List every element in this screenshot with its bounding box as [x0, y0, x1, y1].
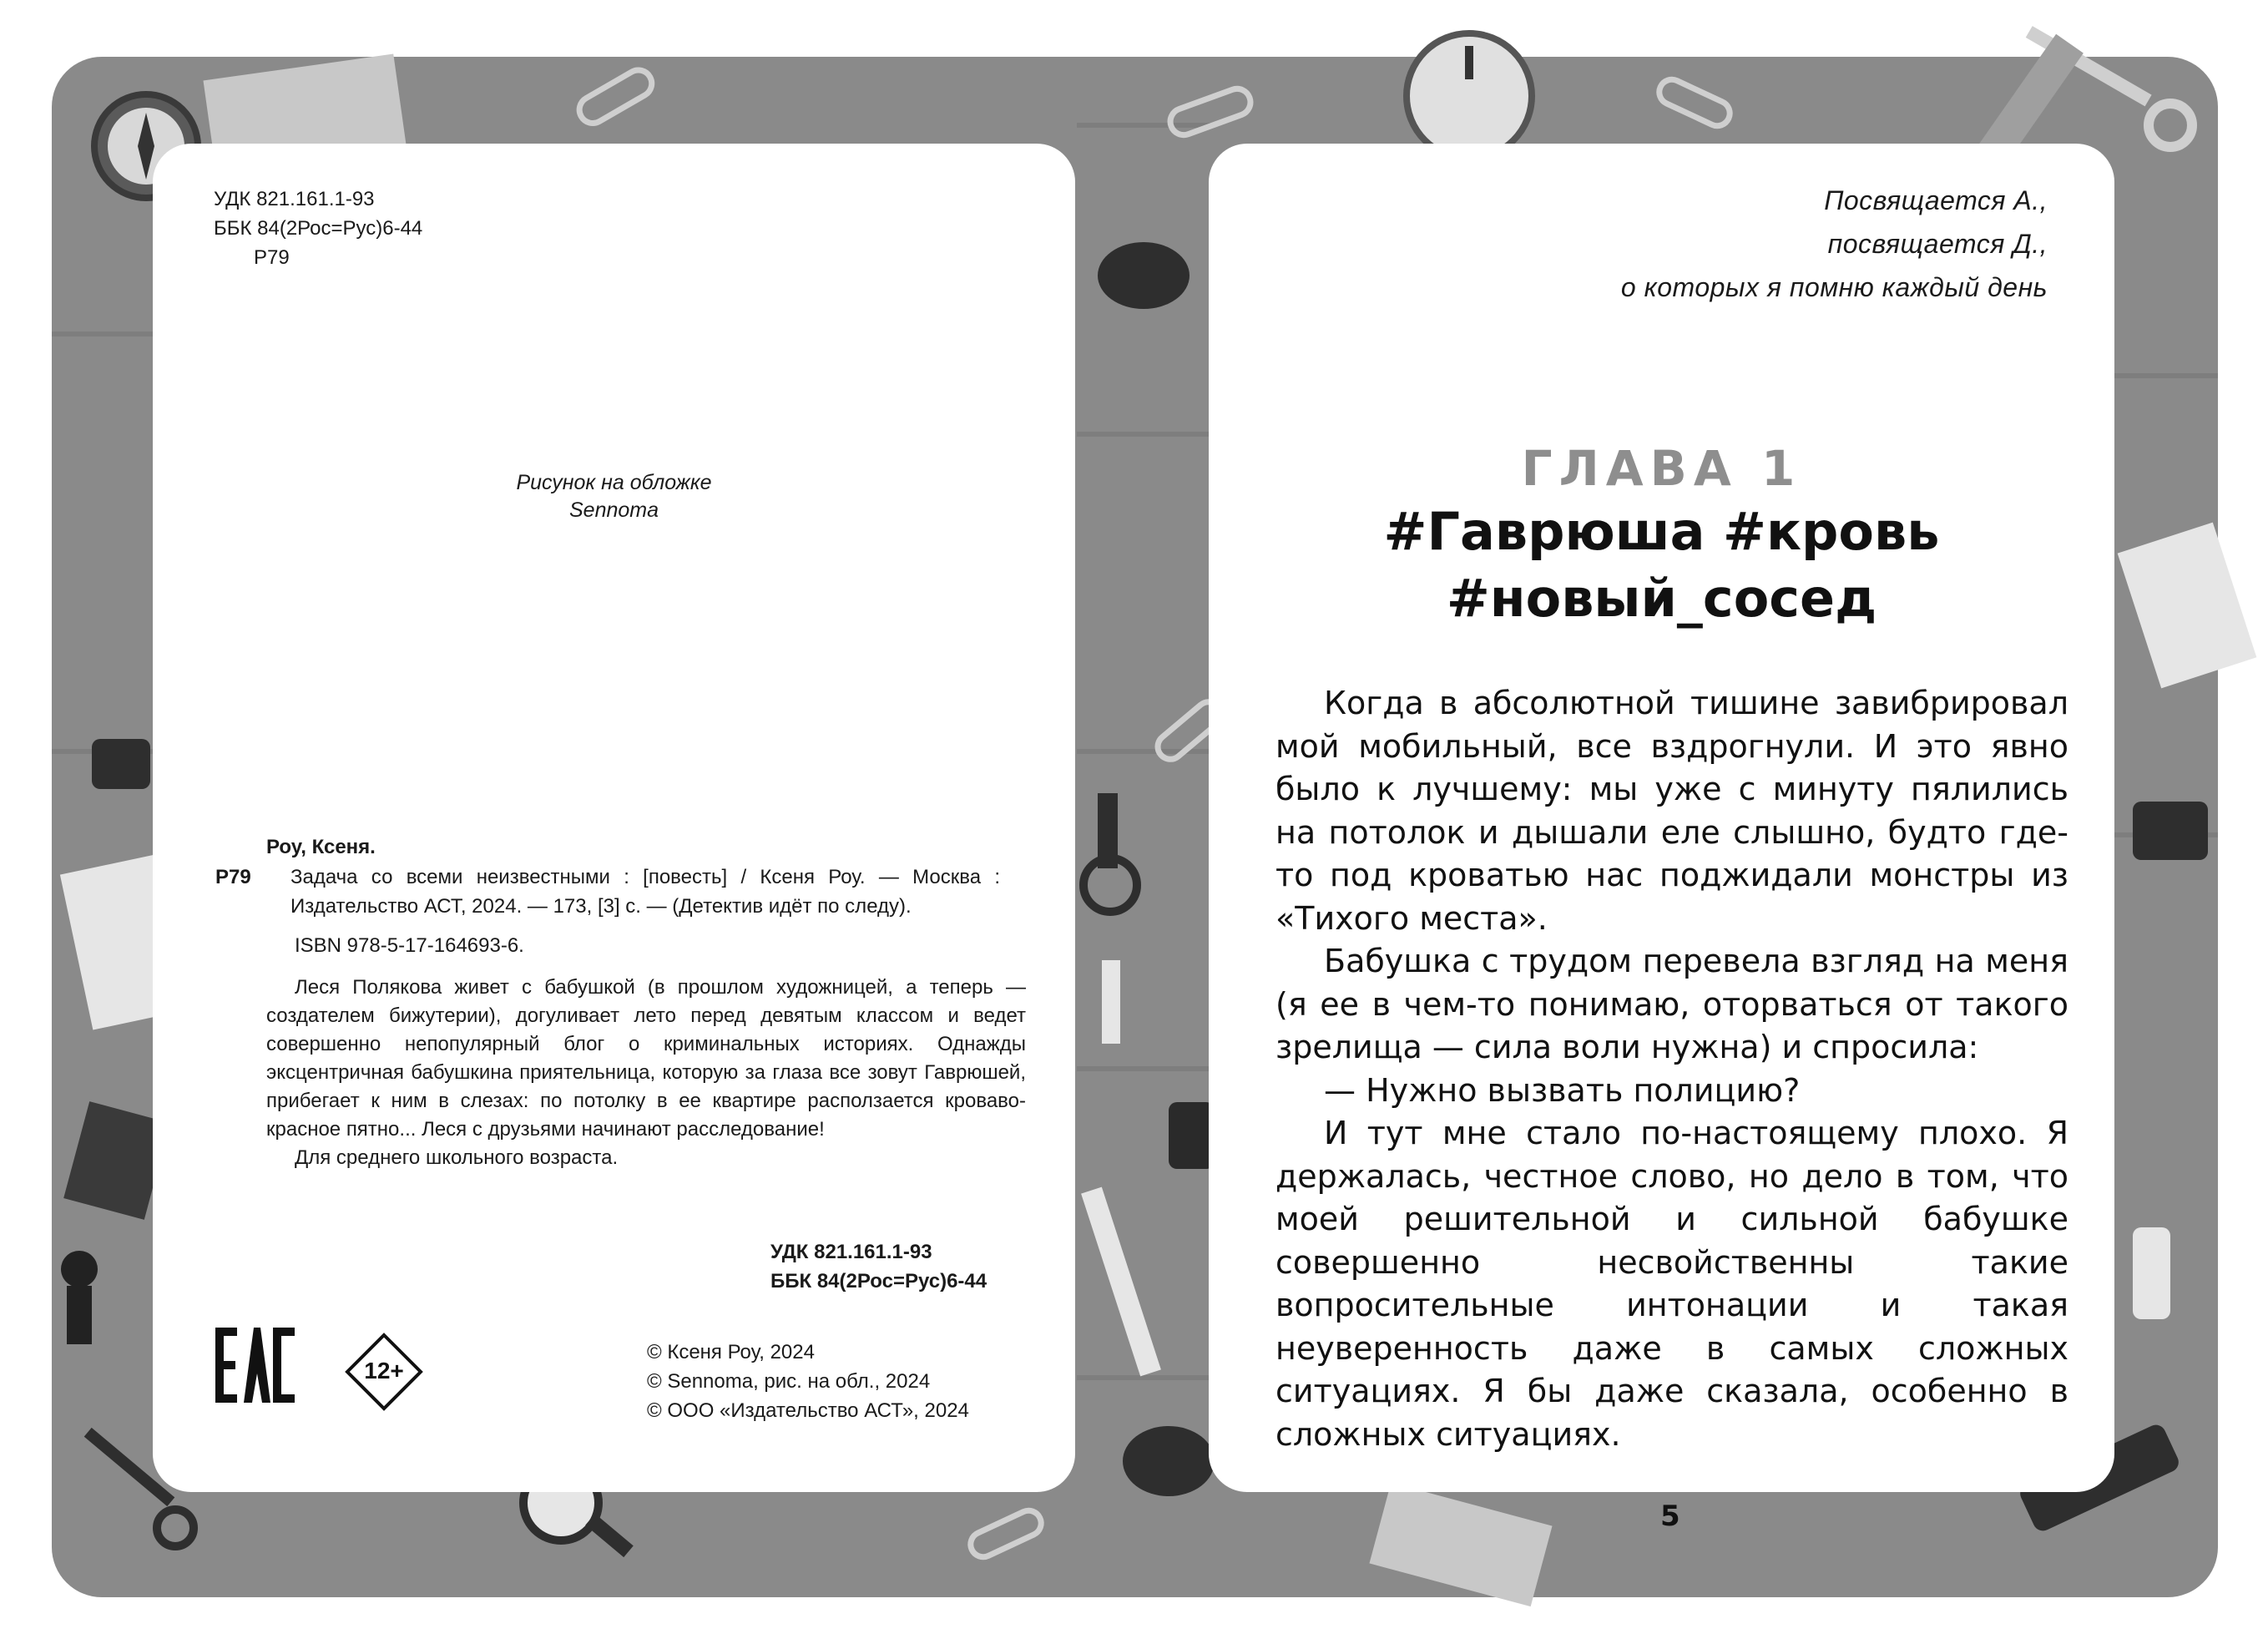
left-page: [153, 144, 1075, 1492]
copyright-illustrator: © Sennoma, рис. на обл., 2024: [647, 1370, 931, 1393]
dedication: [1621, 179, 2048, 309]
call-mark: Р79: [215, 866, 251, 888]
udk-top-block: [214, 185, 422, 272]
cover-credit-label: Рисунок на обложке: [516, 471, 712, 494]
copyright-author: © Ксеня Роу, 2024: [647, 1341, 815, 1363]
age-rating-text: 12+: [364, 1358, 404, 1383]
chess-king-icon: [2133, 1227, 2170, 1319]
dedication-line: Посвящается А.,: [1824, 185, 2048, 215]
chapter-title-line: #новый_сосед: [1446, 568, 1877, 629]
dedication-line: о которых я помню каждый день: [1620, 272, 2048, 302]
cover-credit: [153, 469, 1075, 524]
chess-knight-icon: [1169, 1102, 1215, 1169]
chapter-number: ГЛАВА 1: [1521, 440, 1802, 497]
bibliographic-record: Задача со всеми неизвестными : [повесть] / Ксеня Роу. — Москва : Издательство АСТ, 2024. — 173, [3] с. — (Детектив идёт по следу).: [290, 866, 1000, 918]
eac-logo: [215, 1328, 295, 1403]
watch-icon: [92, 739, 150, 789]
bbk-code: ББК 84(2Рос=Рус)6-44: [214, 217, 423, 240]
author-name: Роу, Ксеня.: [266, 836, 376, 858]
annotation: [266, 974, 1026, 1172]
bbk-code-bottom: ББК 84(2Рос=Рус)6-44: [770, 1270, 988, 1292]
age-rating-badge: [345, 1333, 423, 1411]
udk-code: УДК 821.161.1-93: [214, 188, 375, 210]
chapter-title-line: #Гаврюша #кровь: [1383, 501, 1940, 562]
dedication-line: посвящается Д.,: [1827, 229, 2048, 259]
isbn: ISBN 978-5-17-164693-6.: [295, 934, 524, 957]
page-number: 5: [1660, 1500, 1680, 1533]
clock-icon: [1407, 33, 1532, 159]
paragraph: И тут мне стало по-настоящему плохо. Я держалась, честное слово, но дело в том, что моей решительной и сильной бабушке совершенно несвойственны такие вопросительные интонации и такая неуверенность даже в самых сложных ситуациях. Я бы даже сказала, особенно в сложных ситуациях.: [1275, 1115, 2068, 1453]
cover-artist: Sennoma: [568, 498, 659, 522]
author-mark: Р79: [254, 246, 290, 269]
udk-code-bottom: УДК 821.161.1-93: [770, 1241, 932, 1263]
audience-note: Для среднего школьного возраста.: [295, 1146, 619, 1169]
chess-pawn-icon: [61, 1251, 98, 1287]
paragraph: Когда в абсолютной тишине завибрировал мой мобильный, все вздрогнули. И это явно было к лучшему: мы уже с минуту пялились на потолок и дышали еле слышно, будто где-то под кроватью нас поджидали монстры из «Тихого места».: [1275, 685, 2068, 937]
copyright-block: [647, 1338, 969, 1425]
copyright-publisher: © ООО «Издательство АСТ», 2024: [647, 1399, 969, 1422]
chapter-body: [1275, 682, 2068, 1456]
paragraph: Бабушка с трудом перевела взгляд на меня (я ее в чем-то понимаю, оторваться от такого зрелища — сила воли нужна) и спросила:: [1275, 943, 2068, 1065]
right-page: [1209, 144, 2114, 1492]
flashlight-icon: [2133, 802, 2208, 860]
annotation-text: Леся Полякова живет с бабушкой (в прошлом художницей, а теперь — создателем бижутерии), догуливает лето перед девятым классом и ведет совершенно непопулярный блог о криминальных историях. Однажды эксцентричная бабушкина приятельница, которую за глаза все зовут Гаврюшей, прибегает к ним в слезах: по потолку в ее квартире расползается кроваво-красное пятно... Леся с друзьями начинают расследование!: [266, 976, 1026, 1141]
chapter-title: [1209, 498, 2114, 632]
paragraph: — Нужно вызвать полицию?: [1324, 1071, 1801, 1109]
udk-bottom-block: [770, 1237, 987, 1296]
